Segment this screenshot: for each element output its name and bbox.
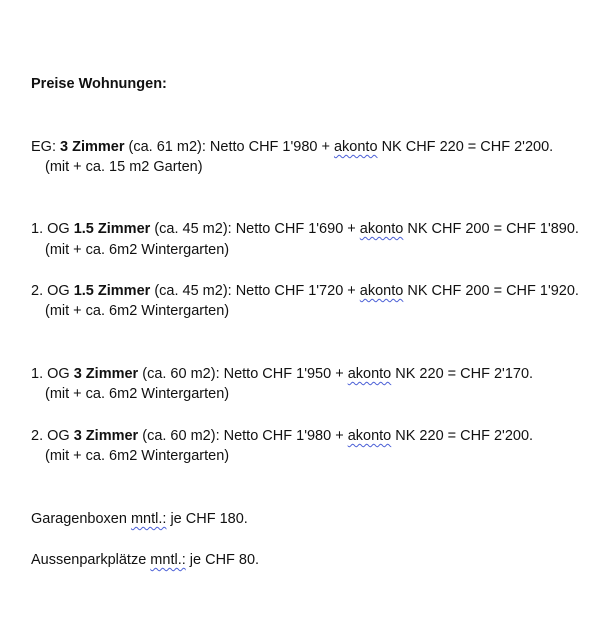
garage-price: je CHF 180. [170,511,248,527]
akonto-word: akonto [347,428,392,444]
price-details: (ca. 45 m2): Netto CHF 1'720 + [154,283,356,299]
unit-extra: (mit + ca. 6m2 Wintergarten) [45,303,230,319]
garage-label: Garagenboxen [31,511,127,527]
akonto-word: akonto [347,366,392,382]
price-details: (ca. 60 m2): Netto CHF 1'980 + [142,428,344,444]
price-line-2og-3-zimmer [31,427,533,445]
unit-extra: (mit + ca. 15 m2 Garten) [45,159,203,175]
akonto-word: akonto [359,221,404,237]
price-details: (ca. 61 m2): Netto CHF 1'980 + [128,139,330,155]
floor-label: 1. OG [31,366,70,382]
unit-extra: (mit + ca. 6m2 Wintergarten) [45,242,230,258]
page-title: Preise Wohnungen: [31,76,167,92]
room-count: 3 Zimmer [60,139,125,155]
floor-label: 2. OG [31,283,70,299]
room-count: 3 Zimmer [73,366,139,382]
price-details: (ca. 60 m2): Netto CHF 1'950 + [142,366,344,382]
price-line-2og-1-5-zimmer [31,282,579,300]
room-count: 1.5 Zimmer [73,283,151,299]
floor-label: 1. OG [31,221,70,237]
price-total: NK CHF 220 = CHF 2'200. [381,139,554,155]
price-total: NK CHF 200 = CHF 1'890. [407,221,579,237]
unit-extra: (mit + ca. 6m2 Wintergarten) [45,448,230,464]
mntl-word: mntl.: [130,511,167,527]
floor-label: 2. OG [31,428,70,444]
akonto-word: akonto [333,139,378,155]
price-line-eg-3-zimmer [31,138,553,156]
akonto-word: akonto [359,283,404,299]
price-total: NK CHF 200 = CHF 1'920. [407,283,579,299]
price-total: NK 220 = CHF 2'200. [395,428,534,444]
price-line-1og-3-zimmer [31,365,533,383]
garage-price-line [31,510,248,528]
room-count: 3 Zimmer [73,428,139,444]
floor-label: EG: [31,139,56,155]
parking-label: Aussenparkplätze [31,552,147,568]
parking-price: je CHF 80. [189,552,260,568]
price-total: NK 220 = CHF 2'170. [395,366,534,382]
unit-extra: (mit + ca. 6m2 Wintergarten) [45,386,230,402]
room-count: 1.5 Zimmer [73,221,151,237]
parking-price-line [31,551,259,569]
mntl-word: mntl.: [150,552,186,568]
price-line-1og-1-5-zimmer [31,220,579,238]
price-details: (ca. 45 m2): Netto CHF 1'690 + [154,221,356,237]
